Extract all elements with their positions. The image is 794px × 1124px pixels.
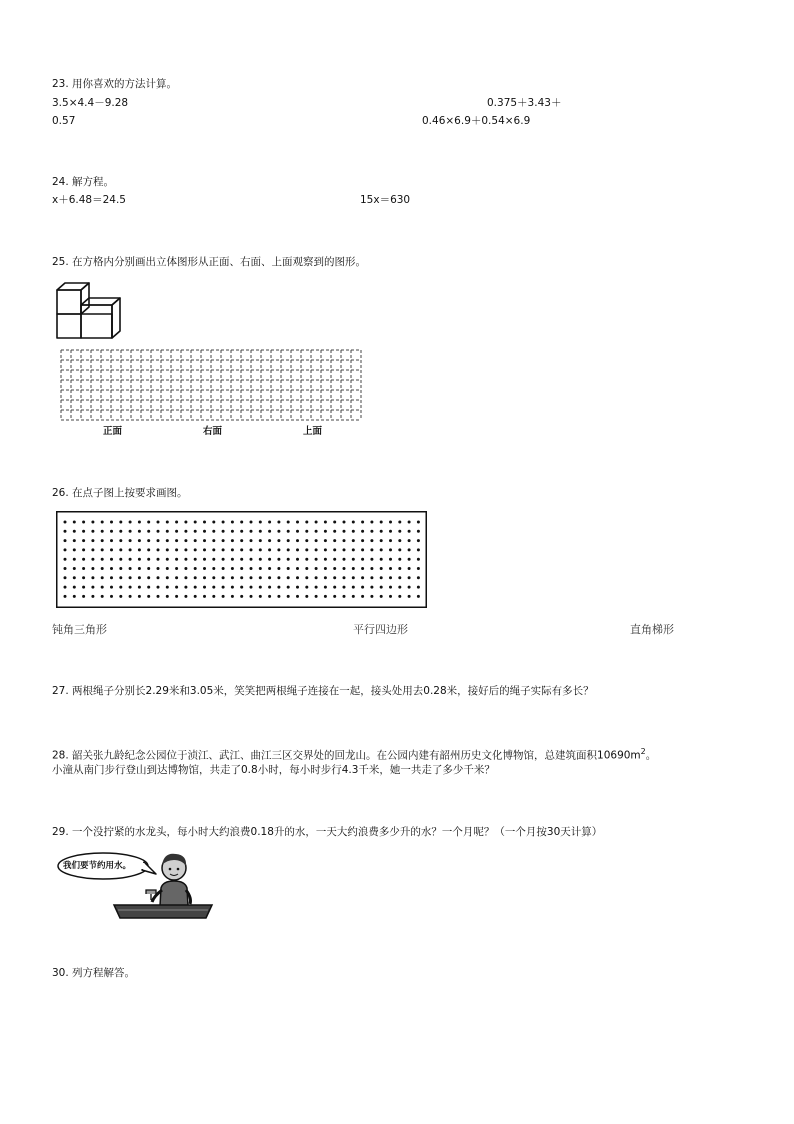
grid-label-top: 上面	[303, 426, 323, 437]
q23-expr-1: 3.5×4.4－9.28	[52, 97, 129, 109]
q28-line-2: 小潼从南门步行登山到达博物馆，共走了0.8小时，每小时步行4.3千米，她一共走了多少千米？	[52, 764, 495, 776]
shape-obtuse-triangle: 钝角三角形	[52, 623, 107, 636]
shape-right-trapezoid: 直角梯形	[630, 623, 674, 636]
cube-figure	[52, 280, 132, 342]
q23-expr-2-part2: 0.57	[52, 115, 76, 127]
q24-title: 24. 解方程。	[52, 176, 115, 188]
q28-line-1: 28. 韶关张九龄纪念公园位于浈江、武江、曲江三区交界处的回龙山。在公园内建有韶州历史文化博物馆，总建筑面积$10690m^2$。	[52, 747, 657, 762]
q24-equation-2: 15x＝630	[360, 194, 411, 206]
grid-label-right: 右面	[203, 426, 223, 437]
shape-parallelogram: 平行四边形	[353, 623, 408, 636]
q25-title: 25. 在方格内分别画出立体图形从正面、右面、上面观察到的图形。	[52, 256, 367, 268]
q23-expr-3: 0.46×6.9＋0.54×6.9	[422, 115, 531, 127]
dot-grid	[56, 511, 427, 608]
q29-title: 29. 一个没拧紧的水龙头，每小时大约浪费0.18升的水，一天大约浪费多少升的水？一个月呢？（一个月按30天计算）	[52, 826, 603, 838]
q24-equation-1: x＋6.48＝24.5	[52, 194, 126, 206]
q27-title: 27. 两根绳子分别长2.29米和3.05米，笑笑把两根绳子连接在一起，接头处用去0.28米，接好后的绳子实际有多长？	[52, 685, 594, 697]
drawing-grid	[60, 350, 364, 420]
q26-title: 26. 在点子图上按要求画图。	[52, 487, 188, 499]
q23-title: 23. 用你喜欢的方法计算。	[52, 78, 178, 90]
speech-bubble-text: 我们要节约用水。	[63, 861, 132, 871]
q30-title: 30. 列方程解答。	[52, 967, 136, 979]
grid-label-front: 正面	[103, 426, 123, 437]
q23-expr-2-part1: 0.375＋3.43＋	[487, 97, 562, 109]
